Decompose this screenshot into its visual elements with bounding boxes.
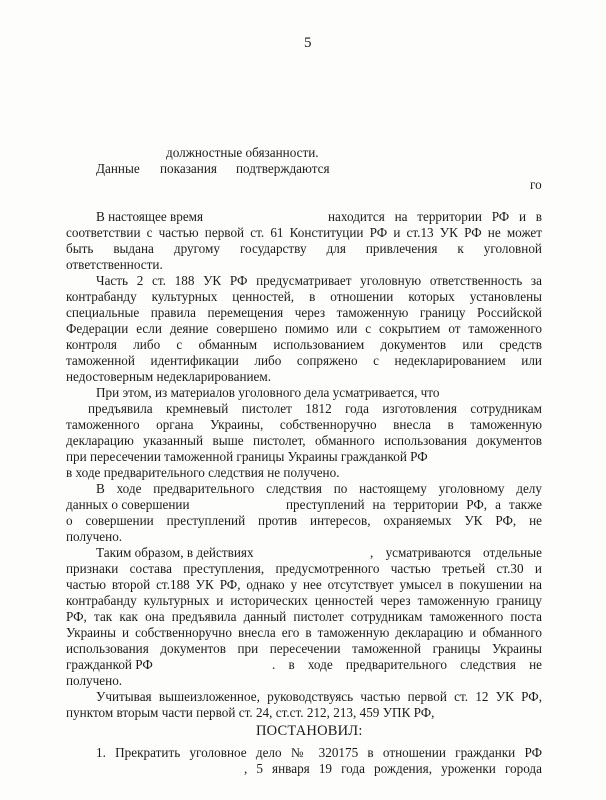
p2-line-2: контрабанду культурных ценностей, в отношении которых установлены	[66, 289, 542, 304]
confirm-word-3: подтверждаются	[236, 161, 330, 176]
p5-line-8a: гражданкой РФ	[66, 657, 153, 672]
p4-line-3: о совершении преступлений против интересов, охраняемых УК РФ, не	[66, 513, 542, 528]
p2-line-4: Федерации если деяние совершено помимо или с сокрытием от таможенного	[66, 321, 542, 336]
p2-line-5: контроля либо с обманным использованием документов или средств	[66, 337, 542, 352]
item1-line-2: , 5 января 19 года рождения, уроженки города	[244, 761, 542, 776]
p3-line-2: предъявила кремневый пистолет 1812 года изготовления сотрудникам	[88, 401, 542, 416]
p5-line-9: получено.	[66, 673, 123, 688]
confirm-fragment: го	[530, 177, 542, 192]
p4-line-1: В ходе предварительного следствия по настоящему уголовному делу	[96, 481, 542, 496]
p4-line-2b: преступлений на территории РФ, а также	[286, 497, 542, 512]
p1-line-2: соответствии с частью первой ст. 61 Конституции РФ и ст.13 УК РФ не может	[66, 225, 542, 240]
p3-line-3: таможенного органа Украины, собственноручно внесла в таможенную	[66, 417, 542, 432]
p2-line-3: специальные правила перемещения через таможенную границу Российской	[66, 305, 542, 320]
p2-line-7: недостоверным недекларированием.	[66, 369, 272, 384]
p5-line-1a: Таким образом, в действиях	[96, 545, 254, 560]
p3-line-1: При этом, из материалов уголовного дела усматривается, что	[96, 385, 440, 400]
confirm-word-1: Данные	[96, 161, 140, 176]
p5-line-8b: . в ходе предварительного следствия не	[272, 657, 542, 672]
confirm-word-2: показания	[160, 161, 217, 176]
p5-line-7: использования документов при пересечении таможенной границы Украины	[66, 641, 542, 656]
duties-line: должностные обязанности.	[166, 145, 319, 160]
p4-line-4: получено.	[66, 529, 123, 544]
decision-heading: ПОСТАНОВИЛ:	[256, 723, 363, 739]
p5-line-6: Украины и собственноручно внесла его в таможенную декларацию и обманного	[66, 625, 542, 640]
p3-line-5: при пересечении таможенной границы Украины гражданкой РФ	[66, 449, 428, 464]
p6-line-1: Учитывая вышеизложенное, руководствуясь частью первой ст. 12 УК РФ,	[96, 689, 542, 704]
p2-line-6: таможенной идентификации либо сопряжено с недекларированием или	[66, 353, 542, 368]
p4-line-2a: данных о совершении	[66, 497, 190, 512]
item1-line-1: 1. Прекратить уголовное дело № 320175 в отношении гражданки РФ	[96, 745, 542, 760]
p2-line-1: Часть 2 ст. 188 УК РФ предусматривает уголовную ответственность за	[96, 273, 542, 288]
p1-line-3: быть выдана другому государству для привлечения к уголовной	[66, 241, 542, 256]
p1-line-1a: В настоящее время	[96, 209, 204, 224]
p3-line-4: декларацию указанный выше пистолет, обманного использования документов	[66, 433, 542, 448]
p1-line-4: ответственности.	[66, 257, 163, 272]
p5-line-2: признаки состава преступления, предусмотренного частью третьей ст.30 и	[66, 561, 542, 576]
p5-line-4: контрабанду культурных и исторических ценностей через таможенную границу	[66, 593, 542, 608]
p5-line-5: РФ, так как она предъявила данный пистолет сотрудникам таможенного поста	[66, 609, 542, 624]
p5-line-1b: , усматриваются отдельные	[370, 545, 542, 560]
p5-line-3: частью второй ст.188 УК РФ, однако у нее отсутствует умысел в покушении на	[66, 577, 542, 592]
page-number: 5	[304, 35, 312, 51]
p6-line-2: пунктом вторым части первой ст. 24, ст.ст. 212, 213, 459 УПК РФ,	[66, 705, 435, 720]
p3-line-6: в ходе предварительного следствия не получено.	[66, 465, 340, 480]
p1-line-1b: находится на территории РФ и в	[328, 209, 542, 224]
